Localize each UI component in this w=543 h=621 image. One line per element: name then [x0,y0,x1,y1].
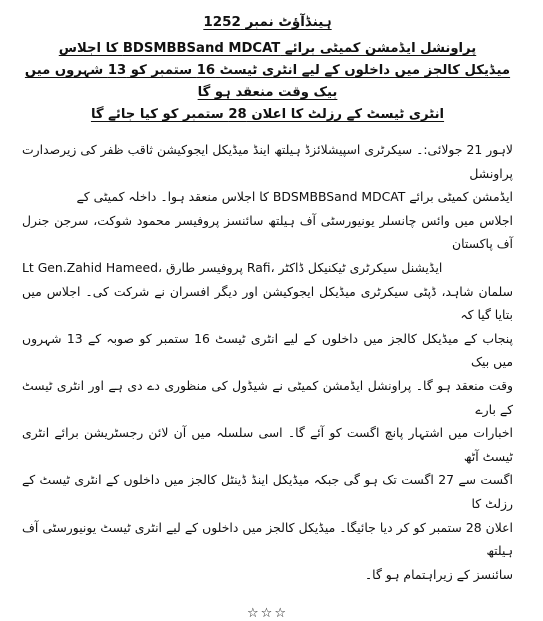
end-marker: ☆☆☆ [247,606,288,621]
body-line: اجلاس میں وائس چانسلر یونیورسٹی آف ہیلتھ سائنسز پروفیسر محمود شوکت، سرجن جنرل آف پاکستان [22,212,513,252]
release-number: ہینڈآؤٹ نمبر 1252 [203,14,332,30]
body-line: اعلان 28 ستمبر کو کر دیا جائیگا۔ میڈیکل کالجز میں داخلوں کے لیے انٹری ٹیسٹ یونیورسٹی آف ہیلتھ [22,519,513,559]
body-line: سائنسز کے زیراہتمام ہو گا۔ [364,566,513,582]
body-line: اگست سے 27 اگست تک ہو گی جبکہ میڈیکل اینڈ ڈینٹل کالجز میں داخلوں کے انٹری ٹیسٹ کے رزلٹ کا [22,472,513,511]
body-line: اخبارات میں اشتہار پانچ اگست کو آئے گا۔ اسی سلسلہ میں آن لائن رجسٹریشن برائے انٹری ٹیسٹ آٹھ [22,425,513,464]
body-line: لاہور 21 جولائی:۔ سیکرٹری اسپیشلائزڈ ہیلتھ اینڈ میڈیکل ایجوکیشن ثاقب ظفر کی زیرصدارت پراونشل [22,142,513,181]
body-line: وقت منعقد ہو گا۔ پراونشل ایڈمشن کمیٹی نے شیڈول کی منظوری دے دی ہے اور انٹری ٹیسٹ کے بارے [22,377,513,417]
body-line: ایڈمشن کمیٹی برائے BDSMBBSand MDCAT کا اجلاس منعقد ہوا۔ داخلہ کمیٹی کے [76,189,513,205]
body-line: پنجاب کے میڈیکل کالجز میں داخلوں کے لیے انٹری ٹیسٹ 16 ستمبر کو صوبہ کے 13 شہروں میں بیک [22,330,513,370]
body-line: سلمان شاہد، ڈپٹی سیکرٹری میڈیکل ایجوکیشن اور دیگر افسران نے شرکت کی۔ اجلاس میں بتایا گیا کہ [22,283,513,323]
body-text [22,138,513,586]
body-line: Lt Gen.Zahid Hameed، پروفیسر طارق Rafi، ایڈیشنل سیکرٹری ٹیکنیکل ڈاکٹر [22,259,443,275]
headline-line-1: پراونشل ایڈمشن کمیٹی برائے BDSMBBSand MDCAT کا اجلاس [58,41,477,56]
headline-line-2: میڈیکل کالجز میں داخلوں کے لیے انٹری ٹیسٹ 16 ستمبر کو 13 شہروں میں بیک وقت منعقد ہو گا [24,63,511,100]
headline-line-3: انٹری ٹیسٹ کے رزلٹ کا اعلان 28 ستمبر کو کیا جائے گا [90,107,445,122]
